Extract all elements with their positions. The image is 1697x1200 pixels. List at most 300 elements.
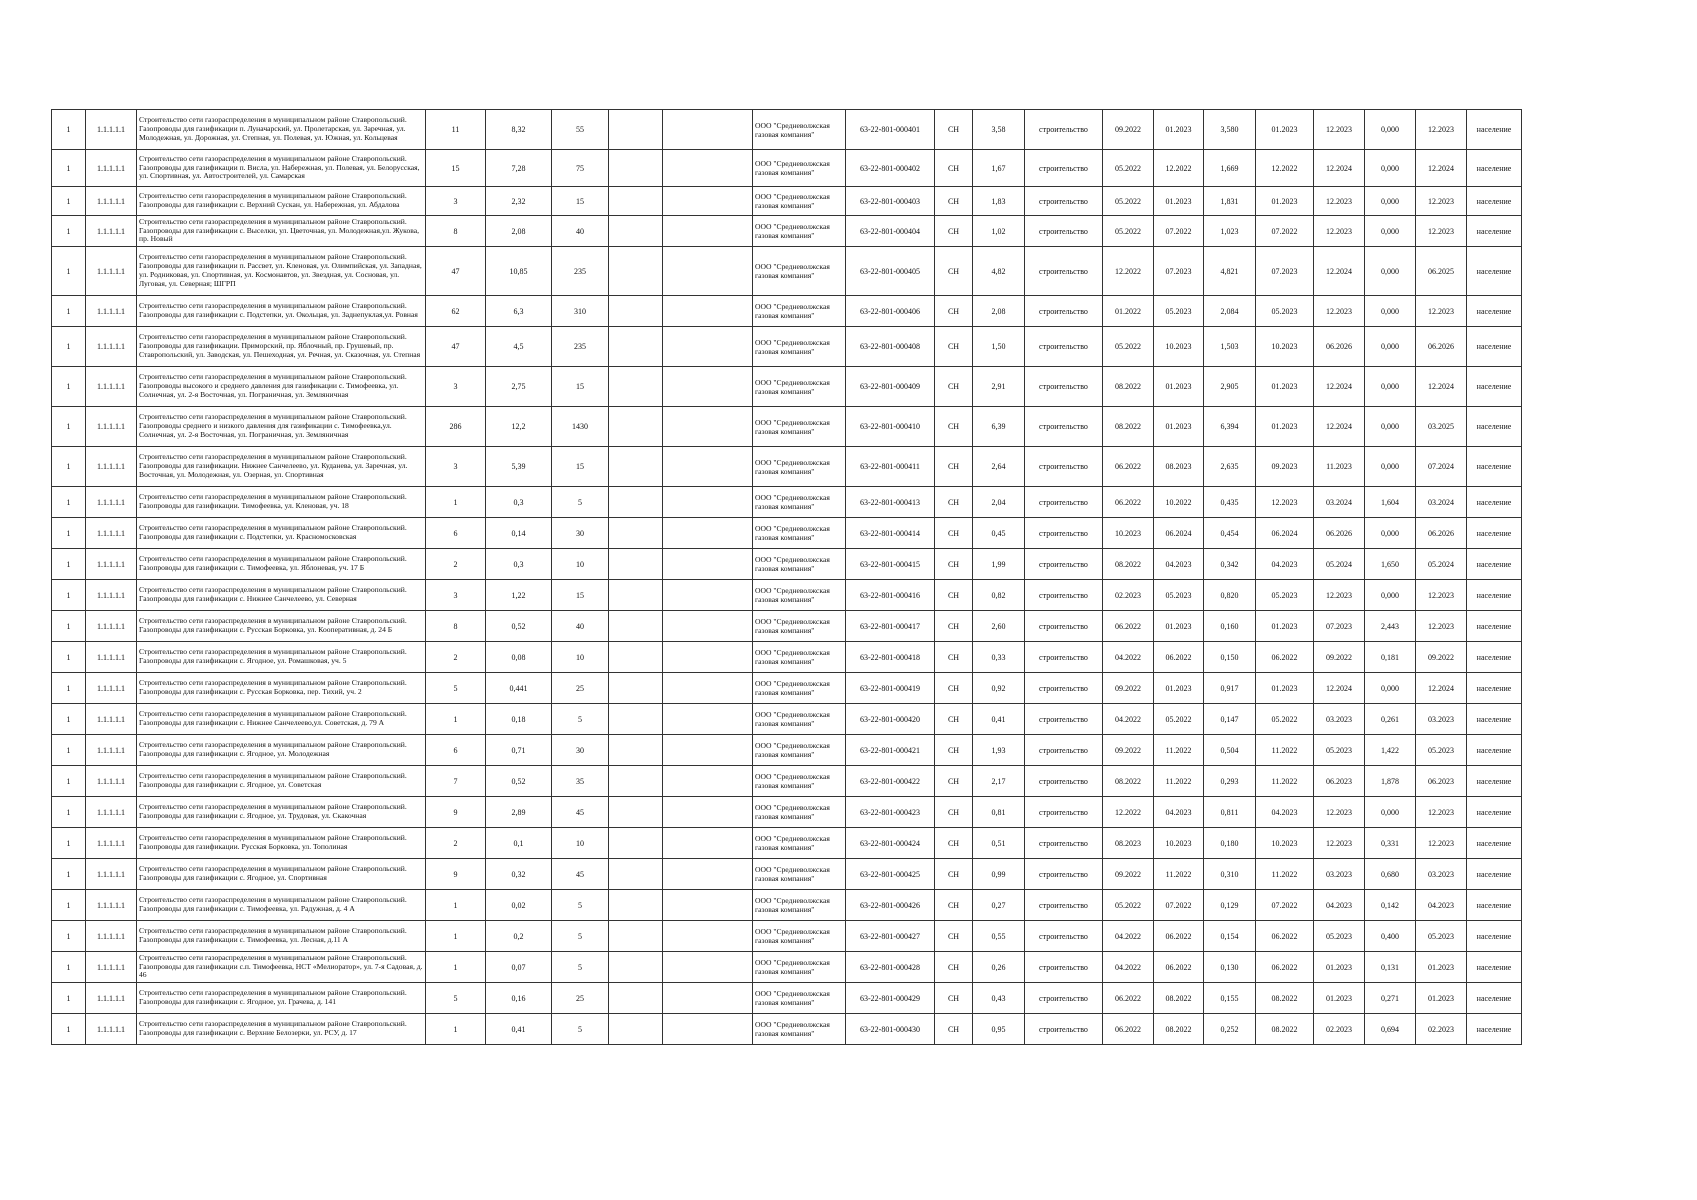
amount-second: 0,000 — [1365, 110, 1416, 150]
organization: ООО "Средневолжская газовая компания" — [753, 296, 846, 327]
date-build-start: 08.2022 — [1256, 983, 1314, 1014]
date-build-end: 12.2024 — [1314, 673, 1365, 704]
item-code: 1.1.1.1.1 — [86, 216, 137, 247]
cost-value: 0,92 — [973, 673, 1025, 704]
pipeline-length: 0,02 — [486, 890, 552, 921]
date-design: 01.2023 — [1154, 407, 1204, 447]
project-id: 63-22-801-000411 — [846, 447, 935, 487]
date-start: 08.2022 — [1103, 549, 1154, 580]
capacity: 5 — [552, 487, 609, 518]
table-row — [52, 150, 1522, 187]
empty-cell-b — [663, 367, 753, 407]
work-type: строительство — [1025, 110, 1103, 150]
organization: ООО "Средневолжская газовая компания" — [753, 216, 846, 247]
date-commission: 12.2023 — [1416, 296, 1467, 327]
date-build-start: 10.2023 — [1256, 828, 1314, 859]
work-type: строительство — [1025, 828, 1103, 859]
amount-first: 0,147 — [1204, 704, 1256, 735]
project-description: Строительство сети газораспределения в муниципальном районе Ставропольский. Газопроводы для газификации с. Подстепки, ул. Красномосковская — [137, 518, 426, 549]
connections-count: 62 — [426, 296, 486, 327]
consumer-category: население — [1467, 735, 1522, 766]
consumer-category: население — [1467, 642, 1522, 673]
empty-cell-a — [609, 549, 663, 580]
pressure-type: СН — [935, 828, 973, 859]
capacity: 45 — [552, 797, 609, 828]
capacity: 15 — [552, 447, 609, 487]
organization: ООО "Средневолжская газовая компания" — [753, 642, 846, 673]
pressure-type: СН — [935, 247, 973, 296]
date-build-end: 02.2023 — [1314, 1014, 1365, 1045]
date-start: 04.2022 — [1103, 921, 1154, 952]
item-code: 1.1.1.1.1 — [86, 407, 137, 447]
item-code: 1.1.1.1.1 — [86, 611, 137, 642]
amount-second: 0,000 — [1365, 797, 1416, 828]
amount-second: 0,400 — [1365, 921, 1416, 952]
pipeline-length: 0,14 — [486, 518, 552, 549]
date-build-start: 11.2022 — [1256, 859, 1314, 890]
capacity: 15 — [552, 187, 609, 216]
table-row — [52, 247, 1522, 296]
project-description: Строительство сети газораспределения в муниципальном районе Ставропольский. Газопроводы для газификации с. Ягодное, ул. Советская — [137, 766, 426, 797]
amount-second: 0,000 — [1365, 187, 1416, 216]
table-row — [52, 110, 1522, 150]
pressure-type: СН — [935, 216, 973, 247]
cost-value: 0,26 — [973, 952, 1025, 983]
date-build-end: 05.2023 — [1314, 735, 1365, 766]
capacity: 40 — [552, 611, 609, 642]
amount-second: 0,680 — [1365, 859, 1416, 890]
amount-first: 2,084 — [1204, 296, 1256, 327]
amount-first: 0,130 — [1204, 952, 1256, 983]
date-commission: 09.2022 — [1416, 642, 1467, 673]
work-type: строительство — [1025, 580, 1103, 611]
amount-second: 1,650 — [1365, 549, 1416, 580]
work-type: строительство — [1025, 487, 1103, 518]
empty-cell-a — [609, 447, 663, 487]
pipeline-length: 0,07 — [486, 952, 552, 983]
project-id: 63-22-801-000409 — [846, 367, 935, 407]
date-design: 05.2023 — [1154, 580, 1204, 611]
connections-count: 3 — [426, 187, 486, 216]
cost-value: 1,93 — [973, 735, 1025, 766]
pressure-type: СН — [935, 890, 973, 921]
date-design: 10.2023 — [1154, 327, 1204, 367]
date-build-start: 04.2023 — [1256, 797, 1314, 828]
empty-cell-b — [663, 487, 753, 518]
work-type: строительство — [1025, 890, 1103, 921]
amount-first: 0,504 — [1204, 735, 1256, 766]
organization: ООО "Средневолжская газовая компания" — [753, 247, 846, 296]
pressure-type: СН — [935, 580, 973, 611]
date-commission: 02.2023 — [1416, 1014, 1467, 1045]
date-start: 10.2023 — [1103, 518, 1154, 549]
date-start: 05.2022 — [1103, 150, 1154, 187]
consumer-category: население — [1467, 1014, 1522, 1045]
project-description: Строительство сети газораспределения в муниципальном районе Ставропольский. Газопроводы для газификации. Приморский, пр. Яблочный, пр. Грушевый, пр. Ставропольский, ул. Заводская, ул. Пешеходная, ул. Речная, ул. Сказочная, ул. Степная — [137, 327, 426, 367]
date-design: 05.2022 — [1154, 704, 1204, 735]
work-type: строительство — [1025, 247, 1103, 296]
amount-second: 0,000 — [1365, 216, 1416, 247]
capacity: 10 — [552, 642, 609, 673]
row-number: 1 — [52, 828, 86, 859]
amount-first: 1,669 — [1204, 150, 1256, 187]
table-row — [52, 890, 1522, 921]
consumer-category: население — [1467, 766, 1522, 797]
item-code: 1.1.1.1.1 — [86, 367, 137, 407]
date-design: 01.2023 — [1154, 611, 1204, 642]
organization: ООО "Средневолжская газовая компания" — [753, 766, 846, 797]
amount-second: 0,000 — [1365, 580, 1416, 611]
date-start: 09.2022 — [1103, 859, 1154, 890]
date-build-end: 09.2022 — [1314, 642, 1365, 673]
row-number: 1 — [52, 735, 86, 766]
empty-cell-a — [609, 611, 663, 642]
date-start: 09.2022 — [1103, 673, 1154, 704]
cost-value: 2,60 — [973, 611, 1025, 642]
amount-second: 0,131 — [1365, 952, 1416, 983]
date-commission: 12.2024 — [1416, 367, 1467, 407]
project-description: Строительство сети газораспределения в муниципальном районе Ставропольский. Газопроводы для газификации с. Русская Борковка, пер. Тихий, уч. 2 — [137, 673, 426, 704]
organization: ООО "Средневолжская газовая компания" — [753, 549, 846, 580]
table-row — [52, 549, 1522, 580]
pressure-type: СН — [935, 1014, 973, 1045]
consumer-category: население — [1467, 797, 1522, 828]
pipeline-length: 0,52 — [486, 766, 552, 797]
project-id: 63-22-801-000421 — [846, 735, 935, 766]
date-build-start: 01.2023 — [1256, 367, 1314, 407]
pipeline-length: 0,441 — [486, 673, 552, 704]
work-type: строительство — [1025, 1014, 1103, 1045]
pressure-type: СН — [935, 407, 973, 447]
amount-first: 0,160 — [1204, 611, 1256, 642]
connections-count: 8 — [426, 216, 486, 247]
item-code: 1.1.1.1.1 — [86, 921, 137, 952]
amount-second: 0,000 — [1365, 518, 1416, 549]
empty-cell-b — [663, 518, 753, 549]
connections-count: 8 — [426, 611, 486, 642]
empty-cell-a — [609, 890, 663, 921]
consumer-category: население — [1467, 296, 1522, 327]
connections-count: 15 — [426, 150, 486, 187]
date-build-start: 07.2023 — [1256, 247, 1314, 296]
date-design: 10.2023 — [1154, 828, 1204, 859]
date-start: 01.2022 — [1103, 296, 1154, 327]
row-number: 1 — [52, 921, 86, 952]
date-build-end: 03.2023 — [1314, 704, 1365, 735]
row-number: 1 — [52, 447, 86, 487]
work-type: строительство — [1025, 518, 1103, 549]
table-row — [52, 642, 1522, 673]
pipeline-length: 6,3 — [486, 296, 552, 327]
connections-count: 9 — [426, 859, 486, 890]
connections-count: 9 — [426, 797, 486, 828]
project-description: Строительство сети газораспределения в муниципальном районе Ставропольский. Газопроводы для газификации с. Ягодное, ул. Ромашковая, уч. 5 — [137, 642, 426, 673]
connections-count: 1 — [426, 952, 486, 983]
amount-first: 0,293 — [1204, 766, 1256, 797]
project-description: Строительство сети газораспределения в муниципальном районе Ставропольский. Газопроводы для газификации с. Ягодное, ул. Молодежная — [137, 735, 426, 766]
pressure-type: СН — [935, 327, 973, 367]
project-id: 63-22-801-000415 — [846, 549, 935, 580]
connections-count: 1 — [426, 1014, 486, 1045]
project-description: Строительство сети газораспределения в муниципальном районе Ставропольский. Газопроводы для газификации с. Тимофеевка, ул. Лесная, д.11 А — [137, 921, 426, 952]
cost-value: 0,45 — [973, 518, 1025, 549]
date-design: 01.2023 — [1154, 187, 1204, 216]
connections-count: 1 — [426, 704, 486, 735]
date-build-start: 07.2022 — [1256, 890, 1314, 921]
date-design: 11.2022 — [1154, 859, 1204, 890]
project-id: 63-22-801-000427 — [846, 921, 935, 952]
project-id: 63-22-801-000408 — [846, 327, 935, 367]
date-commission: 04.2023 — [1416, 890, 1467, 921]
date-commission: 03.2023 — [1416, 704, 1467, 735]
date-build-start: 05.2023 — [1256, 296, 1314, 327]
cost-value: 0,41 — [973, 704, 1025, 735]
project-id: 63-22-801-000404 — [846, 216, 935, 247]
date-build-start: 06.2022 — [1256, 642, 1314, 673]
date-build-start: 01.2023 — [1256, 187, 1314, 216]
item-code: 1.1.1.1.1 — [86, 704, 137, 735]
item-code: 1.1.1.1.1 — [86, 890, 137, 921]
pipeline-length: 10,85 — [486, 247, 552, 296]
date-build-start: 11.2022 — [1256, 766, 1314, 797]
row-number: 1 — [52, 216, 86, 247]
date-start: 08.2023 — [1103, 828, 1154, 859]
capacity: 30 — [552, 518, 609, 549]
date-design: 08.2023 — [1154, 447, 1204, 487]
pressure-type: СН — [935, 673, 973, 704]
date-build-end: 12.2023 — [1314, 828, 1365, 859]
project-description: Строительство сети газораспределения в муниципальном районе Ставропольский. Газопроводы для газификации. Нижнее Санчелеево, ул. Куданева, ул. Заречная, ул. Восточная, ул. Молодежная, ул. Озерная, ул. Спортивная — [137, 447, 426, 487]
pressure-type: СН — [935, 952, 973, 983]
row-number: 1 — [52, 580, 86, 611]
consumer-category: население — [1467, 549, 1522, 580]
pressure-type: СН — [935, 859, 973, 890]
organization: ООО "Средневолжская газовая компания" — [753, 487, 846, 518]
amount-second: 0,331 — [1365, 828, 1416, 859]
organization: ООО "Средневолжская газовая компания" — [753, 921, 846, 952]
project-id: 63-22-801-000401 — [846, 110, 935, 150]
pressure-type: СН — [935, 518, 973, 549]
date-build-end: 03.2024 — [1314, 487, 1365, 518]
capacity: 5 — [552, 704, 609, 735]
cost-value: 0,51 — [973, 828, 1025, 859]
consumer-category: население — [1467, 828, 1522, 859]
date-build-end: 06.2026 — [1314, 518, 1365, 549]
empty-cell-b — [663, 983, 753, 1014]
table-row — [52, 797, 1522, 828]
amount-first: 0,150 — [1204, 642, 1256, 673]
date-build-start: 11.2022 — [1256, 735, 1314, 766]
date-build-end: 12.2023 — [1314, 110, 1365, 150]
pressure-type: СН — [935, 921, 973, 952]
date-design: 05.2023 — [1154, 296, 1204, 327]
date-commission: 05.2023 — [1416, 735, 1467, 766]
connections-count: 5 — [426, 673, 486, 704]
item-code: 1.1.1.1.1 — [86, 187, 137, 216]
work-type: строительство — [1025, 859, 1103, 890]
empty-cell-b — [663, 150, 753, 187]
table-row — [52, 828, 1522, 859]
row-number: 1 — [52, 642, 86, 673]
cost-value: 0,43 — [973, 983, 1025, 1014]
pipeline-length: 0,08 — [486, 642, 552, 673]
row-number: 1 — [52, 150, 86, 187]
capacity: 5 — [552, 890, 609, 921]
amount-first: 0,811 — [1204, 797, 1256, 828]
row-number: 1 — [52, 859, 86, 890]
table-row — [52, 296, 1522, 327]
project-id: 63-22-801-000419 — [846, 673, 935, 704]
table-row — [52, 407, 1522, 447]
date-build-end: 12.2023 — [1314, 216, 1365, 247]
date-design: 07.2022 — [1154, 216, 1204, 247]
connections-count: 11 — [426, 110, 486, 150]
organization: ООО "Средневолжская газовая компания" — [753, 890, 846, 921]
capacity: 25 — [552, 673, 609, 704]
capacity: 10 — [552, 549, 609, 580]
organization: ООО "Средневолжская газовая компания" — [753, 518, 846, 549]
pipeline-length: 0,52 — [486, 611, 552, 642]
empty-cell-a — [609, 766, 663, 797]
amount-second: 0,000 — [1365, 407, 1416, 447]
date-commission: 12.2023 — [1416, 611, 1467, 642]
pipeline-length: 2,75 — [486, 367, 552, 407]
date-build-end: 01.2023 — [1314, 983, 1365, 1014]
date-build-start: 08.2022 — [1256, 1014, 1314, 1045]
consumer-category: население — [1467, 704, 1522, 735]
project-description: Строительство сети газораспределения в муниципальном районе Ставропольский. Газопроводы для газификации с. Тимофеевка, ул. Яблоневая, уч. 17 Б — [137, 549, 426, 580]
item-code: 1.1.1.1.1 — [86, 247, 137, 296]
date-design: 07.2023 — [1154, 247, 1204, 296]
row-number: 1 — [52, 296, 86, 327]
work-type: строительство — [1025, 549, 1103, 580]
consumer-category: население — [1467, 611, 1522, 642]
connections-count: 3 — [426, 367, 486, 407]
project-id: 63-22-801-000425 — [846, 859, 935, 890]
date-build-end: 05.2023 — [1314, 921, 1365, 952]
item-code: 1.1.1.1.1 — [86, 735, 137, 766]
pressure-type: СН — [935, 549, 973, 580]
amount-first: 3,580 — [1204, 110, 1256, 150]
table-row — [52, 921, 1522, 952]
cost-value: 0,27 — [973, 890, 1025, 921]
project-description: Строительство сети газораспределения в муниципальном районе Ставропольский. Газопроводы для газификации с.п. Тимофеевка, НСТ «Мелиоратор», ул. 7-я Садовая, д. 46 — [137, 952, 426, 983]
date-start: 04.2022 — [1103, 952, 1154, 983]
date-commission: 12.2023 — [1416, 187, 1467, 216]
empty-cell-a — [609, 735, 663, 766]
date-build-end: 03.2023 — [1314, 859, 1365, 890]
date-design: 06.2024 — [1154, 518, 1204, 549]
empty-cell-b — [663, 890, 753, 921]
cost-value: 1,83 — [973, 187, 1025, 216]
consumer-category: население — [1467, 921, 1522, 952]
project-description: Строительство сети газораспределения в муниципальном районе Ставропольский. Газопроводы для газификации с. Ягодное, ул. Грачева, д. 141 — [137, 983, 426, 1014]
cost-value: 1,67 — [973, 150, 1025, 187]
empty-cell-a — [609, 797, 663, 828]
amount-first: 0,252 — [1204, 1014, 1256, 1045]
empty-cell-a — [609, 580, 663, 611]
date-build-start: 04.2023 — [1256, 549, 1314, 580]
amount-first: 0,435 — [1204, 487, 1256, 518]
date-design: 04.2023 — [1154, 797, 1204, 828]
date-build-start: 12.2023 — [1256, 487, 1314, 518]
work-type: строительство — [1025, 642, 1103, 673]
empty-cell-a — [609, 1014, 663, 1045]
amount-second: 0,000 — [1365, 150, 1416, 187]
pipeline-length: 2,08 — [486, 216, 552, 247]
date-build-start: 10.2023 — [1256, 327, 1314, 367]
consumer-category: население — [1467, 327, 1522, 367]
pipeline-length: 0,71 — [486, 735, 552, 766]
row-number: 1 — [52, 518, 86, 549]
date-start: 12.2022 — [1103, 247, 1154, 296]
amount-second: 0,000 — [1365, 367, 1416, 407]
table-row — [52, 367, 1522, 407]
consumer-category: население — [1467, 447, 1522, 487]
capacity: 40 — [552, 216, 609, 247]
row-number: 1 — [52, 890, 86, 921]
row-number: 1 — [52, 327, 86, 367]
connections-count: 3 — [426, 580, 486, 611]
consumer-category: население — [1467, 859, 1522, 890]
item-code: 1.1.1.1.1 — [86, 580, 137, 611]
project-id: 63-22-801-000428 — [846, 952, 935, 983]
amount-second: 1,878 — [1365, 766, 1416, 797]
amount-second: 1,604 — [1365, 487, 1416, 518]
table-row — [52, 487, 1522, 518]
date-commission: 01.2023 — [1416, 952, 1467, 983]
document-sheet — [51, 109, 1522, 1045]
capacity: 75 — [552, 150, 609, 187]
pressure-type: СН — [935, 797, 973, 828]
consumer-category: население — [1467, 580, 1522, 611]
table-row — [52, 447, 1522, 487]
table-row — [52, 673, 1522, 704]
amount-second: 0,142 — [1365, 890, 1416, 921]
date-design: 06.2022 — [1154, 921, 1204, 952]
amount-second: 0,181 — [1365, 642, 1416, 673]
empty-cell-a — [609, 296, 663, 327]
capacity: 310 — [552, 296, 609, 327]
consumer-category: население — [1467, 518, 1522, 549]
organization: ООО "Средневолжская газовая компания" — [753, 1014, 846, 1045]
empty-cell-a — [609, 642, 663, 673]
empty-cell-b — [663, 921, 753, 952]
pipeline-length: 0,3 — [486, 549, 552, 580]
date-commission: 06.2025 — [1416, 247, 1467, 296]
row-number: 1 — [52, 797, 86, 828]
pipeline-length: 0,1 — [486, 828, 552, 859]
project-description: Строительство сети газораспределения в муниципальном районе Ставропольский. Газопроводы для газификации с. Ягодное, ул. Трудовая, ул. Скакочная — [137, 797, 426, 828]
project-id: 63-22-801-000429 — [846, 983, 935, 1014]
date-start: 05.2022 — [1103, 187, 1154, 216]
date-build-start: 05.2023 — [1256, 580, 1314, 611]
cost-value: 0,33 — [973, 642, 1025, 673]
cost-value: 1,50 — [973, 327, 1025, 367]
date-start: 05.2022 — [1103, 327, 1154, 367]
empty-cell-b — [663, 580, 753, 611]
amount-second: 0,000 — [1365, 247, 1416, 296]
table-row — [52, 766, 1522, 797]
cost-value: 1,99 — [973, 549, 1025, 580]
capacity: 35 — [552, 766, 609, 797]
consumer-category: население — [1467, 952, 1522, 983]
date-build-end: 05.2024 — [1314, 549, 1365, 580]
project-id: 63-22-801-000418 — [846, 642, 935, 673]
row-number: 1 — [52, 367, 86, 407]
amount-first: 1,503 — [1204, 327, 1256, 367]
project-id: 63-22-801-000422 — [846, 766, 935, 797]
